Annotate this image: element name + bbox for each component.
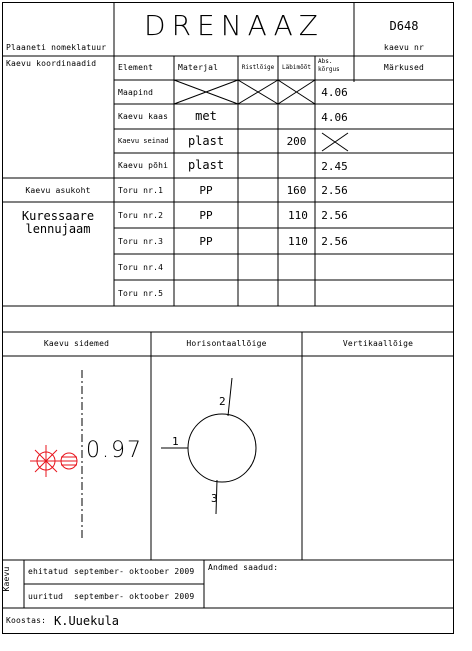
sheet-title: DRENAAZ [144,9,324,42]
row-abs-height: 2.56 [321,235,348,248]
well-number-label: kaevu nr [383,43,425,52]
surveyed-value: september- oktoober 2009 [74,592,195,601]
col-abs-height: Abs. kõrgus [318,58,340,73]
row-element: Toru nr.3 [118,237,164,246]
row-material: met [195,109,217,123]
section-horizontal: Horisontaallõige [186,339,267,348]
well-marker-icon [30,445,77,477]
row-element: Kaevu seinad [118,137,169,145]
row-element: Toru nr.4 [118,263,164,272]
built-label: ehitatud [28,567,69,576]
row-diameter: 160 [286,184,307,197]
section-ties: Kaevu sidemed [43,339,110,348]
location-line1: Kuressaare [21,209,95,223]
pipe-2-label: 2 [219,395,226,408]
section-vertical: Vertikaallõige [342,339,414,348]
pipe-1-label: 1 [172,435,179,448]
row-diameter: 110 [288,209,308,222]
row-material: PP [199,184,213,197]
plan-nomenclature-label: Plaaneti nomeklatuur [6,43,107,52]
row-abs-height: 4.06 [321,111,348,124]
col-material: Materjal [178,63,219,72]
row-element: Toru nr.1 [118,186,164,195]
row-diameter: 110 [288,235,308,248]
pipe-3-label: 3 [211,492,218,505]
pipe-2-line [228,378,232,416]
ties-distance: 0.97 [86,438,143,463]
well-circle [188,414,256,482]
author-name: K.Uuekula [54,614,120,628]
row-element: Toru nr.5 [118,289,164,298]
row-material: PP [199,209,213,222]
built-value: september- oktoober 2009 [74,567,195,576]
row-element: Maapind [118,88,154,97]
well-number: D648 [389,19,419,33]
row-abs-height: 4.06 [321,86,348,99]
footer-side-label: Kaevu [2,566,11,592]
row-diameter: 200 [286,135,307,148]
location-label: Kaevu asukoht [25,186,91,195]
surveyed-label: uuritud [28,592,64,601]
row-abs-height: 2.56 [321,209,348,222]
row-material: PP [199,235,213,248]
row-material: plast [187,134,225,148]
row-abs-height: 2.56 [321,184,348,197]
row-abs-height: 2.45 [321,160,348,173]
row-element: Toru nr.2 [118,211,164,220]
horizontal-section-drawing [151,356,302,560]
row-material: plast [187,158,225,172]
data-received-label: Andmed saadud: [208,563,279,572]
col-element: Element [118,63,154,72]
row-element: Kaevu kaas [118,112,169,121]
drainage-well-sheet [2,2,454,634]
col-cross-section: Ristlõige [241,64,275,71]
col-notes: Märkused [383,63,425,72]
location-line2: lennujaam [25,222,91,236]
coordinates-label: Kaevu koordinaadid [6,59,97,68]
author-label: Koostas: [6,616,47,625]
row-element: Kaevu põhi [118,161,169,170]
col-diameter: Läbimõõt [282,64,311,71]
